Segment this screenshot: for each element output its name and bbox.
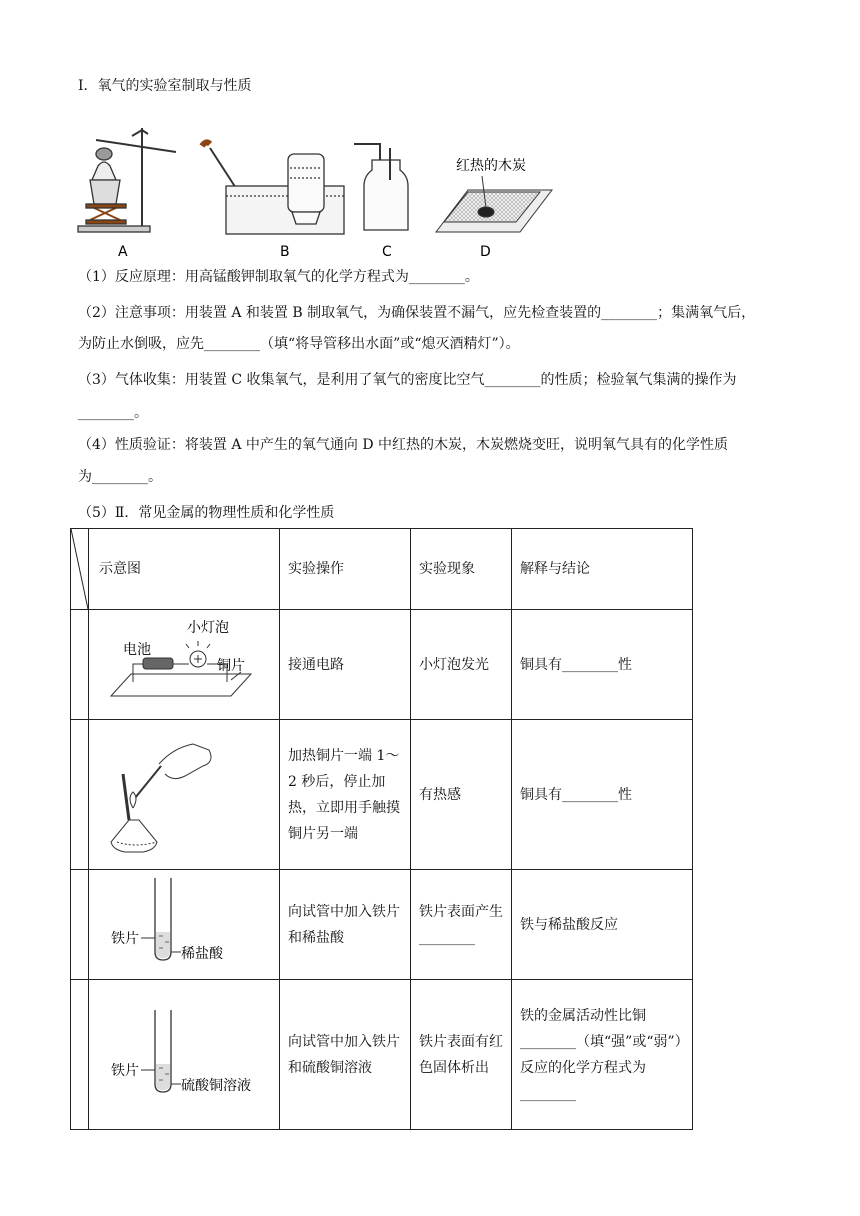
- header-diagram: 示意图: [89, 529, 280, 610]
- label-battery: 电池: [123, 642, 151, 658]
- label-iron-sheet: 铁片: [111, 931, 139, 947]
- table-row: [71, 610, 693, 720]
- question-4-line-2: 为________。: [78, 469, 162, 485]
- conclusion-cell: 铁与稀盐酸反应: [512, 870, 693, 980]
- question-5: （5）Ⅱ．常见金属的物理性质和化学性质: [78, 505, 335, 521]
- apparatus-b: [202, 142, 344, 234]
- conclusion-cell: 铁的金属活动性比铜________（填“强”或“弱”）反应的化学方程式为________: [512, 980, 693, 1130]
- iron-cuso4-diagram-cell: [89, 980, 280, 1130]
- header-phenomenon: 实验现象: [411, 529, 512, 610]
- header-operation: 实验操作: [280, 529, 411, 610]
- operation-cell: 接通电路: [280, 610, 411, 720]
- label-bulb: 小灯泡: [187, 620, 229, 636]
- label-copper-sulfate-solution: 硫酸铜溶液: [181, 1078, 251, 1094]
- table-header-row: [71, 529, 693, 610]
- circuit-diagram-cell: [89, 610, 280, 720]
- label-copper-sheet: 铜片: [217, 658, 245, 674]
- header-conclusion: 解释与结论: [512, 529, 693, 610]
- label-iron-sheet: 铁片: [111, 1063, 139, 1079]
- label-d: D: [480, 244, 491, 260]
- heating-diagram-cell: [89, 720, 280, 870]
- table-row: [71, 720, 693, 870]
- label-b: B: [280, 244, 290, 260]
- table-row: [71, 870, 693, 980]
- label-a: A: [118, 244, 128, 260]
- phenomenon-cell: 铁片表面产生________: [411, 870, 512, 980]
- apparatus-a: [78, 128, 176, 232]
- label-hydrochloric-acid: 稀盐酸: [181, 946, 223, 962]
- iron-hcl-diagram: [89, 870, 259, 970]
- phenomenon-cell: 有热感: [411, 720, 512, 870]
- question-4-line-1: （4）性质验证：将装置 A 中产生的氧气通向 D 中红热的木炭，木炭燃烧变旺，说明氧气具有的化学性质: [78, 437, 729, 453]
- question-3-line-1: （3）气体收集：用装置 C 收集氧气，是利用了氧气的密度比空气________的性质；检验氧气集满的操作为: [78, 372, 737, 388]
- heating-diagram: [89, 720, 259, 860]
- phenomenon-cell: 小灯泡发光: [411, 610, 512, 720]
- operation-cell: 向试管中加入铁片和稀盐酸: [280, 870, 411, 980]
- charcoal-caption: 红热的木炭: [456, 158, 526, 174]
- phenomenon-cell: 铁片表面有红色固体析出: [411, 980, 512, 1130]
- label-c: C: [382, 244, 392, 260]
- apparatus-c: [354, 144, 408, 230]
- question-1: （1）反应原理：用高锰酸钾制取氧气的化学方程式为________。: [78, 269, 479, 285]
- table-row: [71, 980, 693, 1130]
- operation-cell: 向试管中加入铁片和硫酸铜溶液: [280, 980, 411, 1130]
- conclusion-cell: 铜具有________性: [512, 720, 693, 870]
- question-2-line-2: 为防止水倒吸，应先________（填“将导管移出水面”或“熄灭酒精灯”）。: [78, 336, 520, 352]
- iron-hcl-diagram-cell: [89, 870, 280, 980]
- circuit-diagram: [89, 610, 259, 710]
- question-3-line-2: ________。: [78, 405, 148, 421]
- apparatus-figure: [76, 118, 556, 263]
- experiment-table: [70, 528, 693, 1130]
- question-2-line-1: （2）注意事项：用装置 A 和装置 B 制取氧气，为确保装置不漏气，应先检查装置的________；集满氧气后，: [78, 305, 756, 321]
- operation-cell: 加热铜片一端 1～2 秒后，停止加热，立即用手触摸铜片另一端: [280, 720, 411, 870]
- section-title: I．氧气的实验室制取与性质: [78, 78, 252, 94]
- diagonal-cell: [71, 529, 89, 610]
- conclusion-cell: 铜具有________性: [512, 610, 693, 720]
- iron-cuso4-diagram: [89, 980, 259, 1120]
- apparatus-d: [436, 176, 552, 232]
